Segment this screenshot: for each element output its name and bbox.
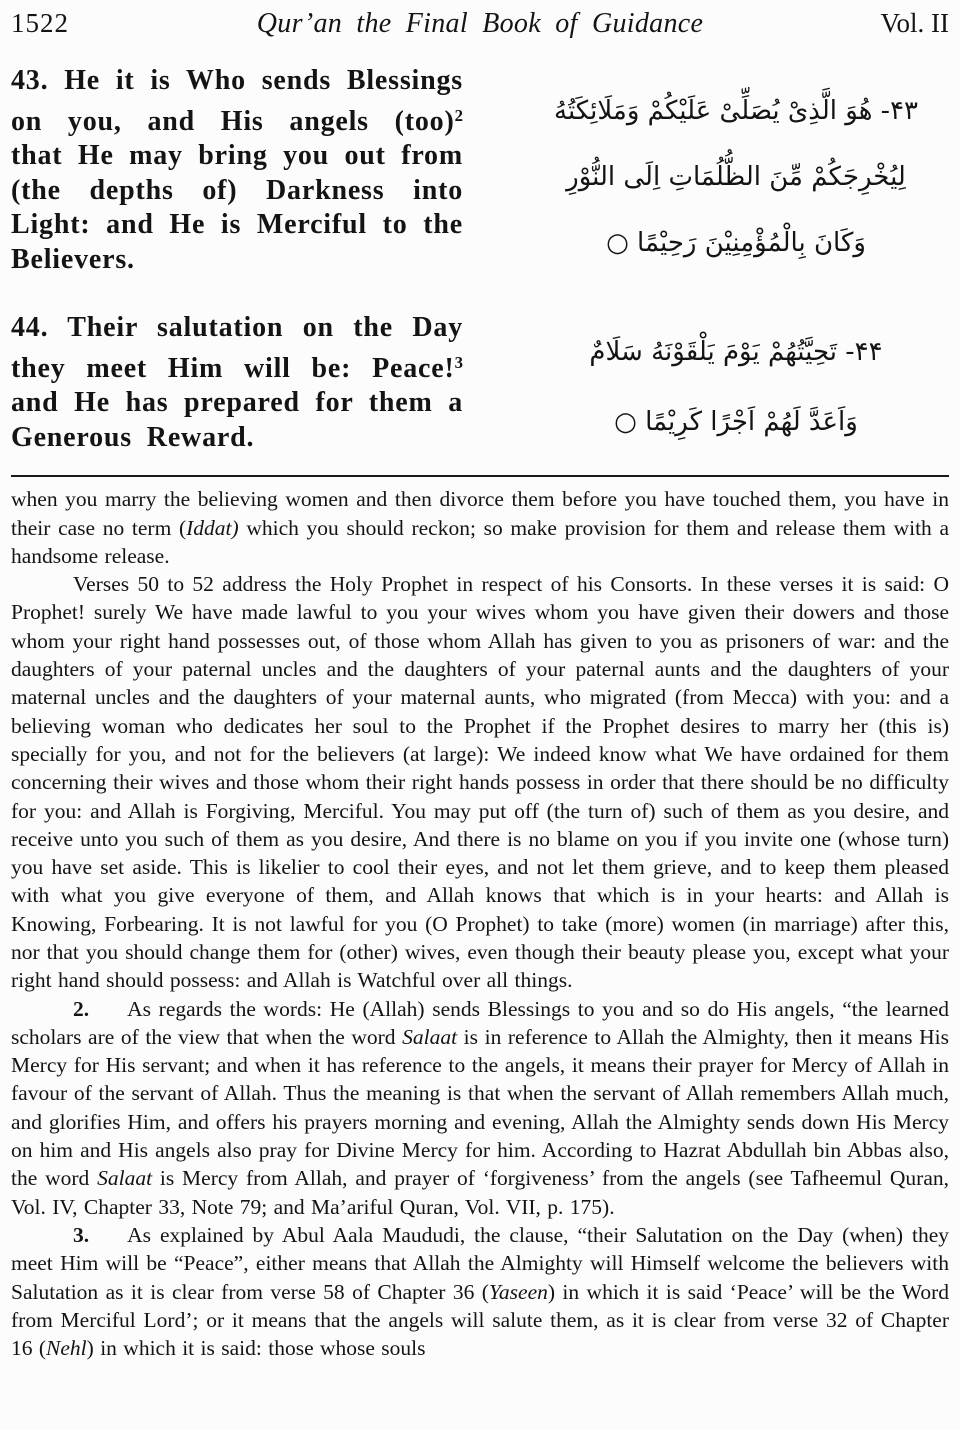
commentary-section <box>11 477 949 1362</box>
commentary-note-3: 3. As explained by Abul Aala Maududi, the clause, “their Salutation on the Day (when) they meet Him will be “Peace”, either means that Allah the Almighty will Himself welcome the believers with Salutation as it is clear from verse 58 of Chapter 36 (Yaseen) in which it is said ‘Peace’ will be the Word from Merciful Lord’; or it means that the angels will salute them, as it is clear from verse 32 of Chapter 16 (Nehl) in which it is said: those whose souls <box>11 1222 949 1361</box>
verse-44-block <box>11 311 949 457</box>
commentary-note-2: 2. As regards the words: He (Allah) sends Blessings to you and so do His angels, “the learned scholars are of the view that when the word Salaat is in reference to Allah the Almighty, then it means His Mercy for His servant; and when it has reference to the angels, it means their prayer for Mercy of Allah in favour of the servant of Allah. Thus the meaning is that when the servant of Allah remembers Allah much, and glorifies Him, and offers his prayers morning and evening, Allah the Almighty sends down His Mercy on him and His angels also pray for Divine Mercy for him. According to Hazrat Abdullah bin Abbas also, the word Salaat is Mercy from Allah, and prayer of ‘forgiveness’ from the angels (see Tafheemul Quran, Vol. IV, Chapter 33, Note 79; and Ma’ariful Quran, Vol. VII, p. 175). <box>11 996 950 1219</box>
ayah-line: وَاَعَدَّ لَهُمْ اَجْرًا كَرِيْمًا ○ <box>614 407 858 438</box>
ayah-line: ۴۳- هُوَ الَّذِىْ يُصَلِّىْ عَلَيْكُمْ وَمَلَائِكَتُهُ <box>554 96 918 126</box>
commentary-paragraph-verses-50-52: Verses 50 to 52 address the Holy Prophet in respect of his Consorts. In these verses it is said: O Prophet! surely We have made lawful to you your wives whom you have given their dowers and those whom your right hand possesses out, of those whom Allah has given to you as prisoners of war: and the daughters of your paternal uncles and the daughters of your paternal aunts and the daughters of your maternal uncles and the daughters of your maternal aunts, who migrated (from Mecca) with you: and a believing woman who dedicates her soul to the Prophet if the Prophet desires to marry her (this is) specially for you, and not for the believers (at large): We indeed know what We have ordained for them concerning their wives and those whom their right hands possess in order that there should be no difficulty for you: and Allah is Forgiving, Merciful. You may put off (the turn of) such of them as you desire, and receive unto you such of them as you desire, And there is no blame on you if you invite one (whose turn) you have set aside. This is likelier to cool their eyes, and not let them grieve, and to keep them pleased with what you give everyone of them, and Allah knows that which is in your hearts: and Allah is Knowing, Forbearing. It is not lawful for you (O Prophet) to take (more) women (in marriage) after this, nor that you should change them for (other) wives, even though their beauty please you, except what your right hand should possess: and Allah is Watchful over all things. <box>11 572 949 993</box>
verse-43-block <box>11 64 949 277</box>
volume-label: Vol. II <box>880 8 949 38</box>
verse-43-arabic-text <box>463 64 949 277</box>
ayah-line: وَكَانَ بِالْمُؤْمِنِيْنَ رَحِيْمًا ○ <box>606 228 866 258</box>
verse-44-arabic-text <box>463 311 949 457</box>
book-title: Qur’an the Final Book of Guidance <box>256 8 704 39</box>
ayah-line: ۴۴- تَحِيَّتُهُمْ يَوْمَ يَلْقَوْنَهُ سَلَامٌ <box>589 337 883 368</box>
verse-44-translation: 44. Their salutation on the Day they meet Him will be: Peace!$^3$ and He has prepared for them a Generous Reward. <box>11 312 463 453</box>
ayah-line: لِيُخْرِجَكُمْ مِّنَ الظُّلُمَاتِ اِلَى النُّوْرِ <box>566 162 906 192</box>
commentary-paragraph-continuation: when you marry the believing women and then divorce them before you have touched them, you have in their case no term (Iddat) which you should reckon; so make provision for them and release them with a handsome release. <box>11 487 950 568</box>
page-number: 1522 <box>11 8 69 38</box>
page-header <box>11 8 949 40</box>
verse-43-translation: 43. He it is Who sends Blessings on you, and His angels (too)$^2$ that He may bring you out from (the depths of) Darkness into Light: and He is Merciful to the Believers. <box>11 65 463 275</box>
